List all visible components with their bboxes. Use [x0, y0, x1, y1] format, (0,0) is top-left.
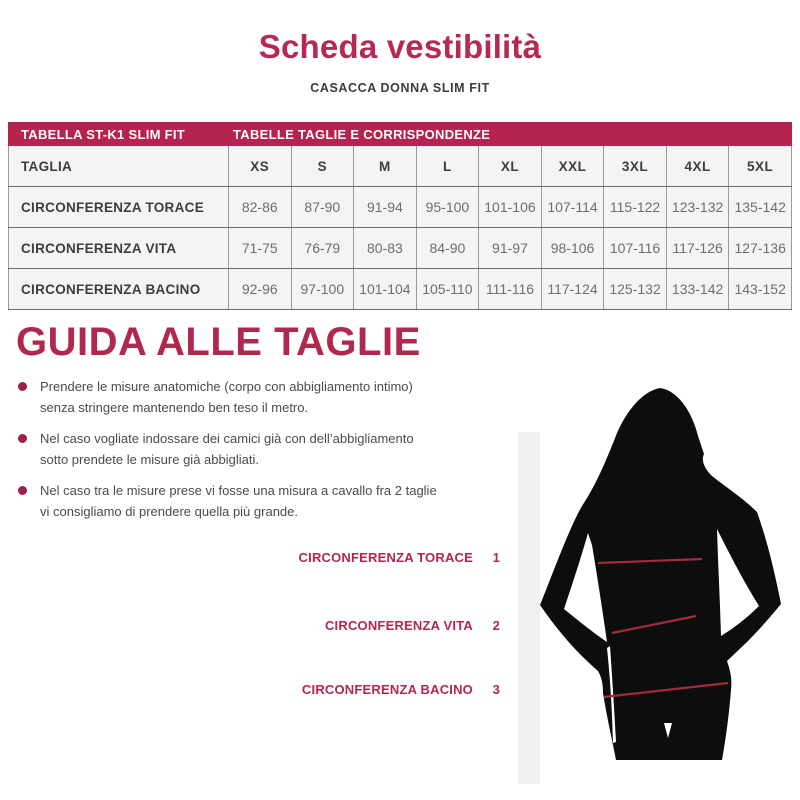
- value-cell: 107-114: [541, 187, 604, 228]
- value-cell: 95-100: [416, 187, 479, 228]
- row-label-cell: CIRCONFERENZA BACINO: [9, 269, 229, 310]
- value-cell: 107-116: [604, 228, 667, 269]
- measure-label: CIRCONFERENZA BACINO: [301, 682, 473, 697]
- woman-silhouette-figure: [518, 385, 788, 795]
- taglia-label-cell: TAGLIA: [9, 146, 229, 187]
- value-cell: 117-126: [666, 228, 729, 269]
- value-cell: 117-124: [541, 269, 604, 310]
- size-header-cell: XS: [229, 146, 292, 187]
- bullet-line: sotto prendete le misure già abbigliati.: [40, 451, 259, 467]
- bullet-line: senza stringere mantenendo ben teso il metro.: [40, 399, 309, 415]
- row-label-cell: CIRCONFERENZA VITA: [9, 228, 229, 269]
- size-table: [8, 122, 792, 310]
- value-cell: 101-106: [479, 187, 542, 228]
- list-item: [16, 377, 494, 418]
- value-cell: 97-100: [291, 269, 354, 310]
- bullet-text: [40, 481, 437, 522]
- size-header-cell: 4XL: [666, 146, 729, 187]
- bullet-line: Nel caso tra le misure prese vi fosse una misura a cavallo fra 2 taglie: [40, 483, 437, 498]
- size-table-header-row: [9, 123, 792, 146]
- table-row-sizes: [9, 146, 792, 187]
- bullet-icon: [18, 486, 27, 495]
- list-item: [16, 481, 494, 522]
- bullet-icon: [18, 382, 27, 391]
- value-cell: 76-79: [291, 228, 354, 269]
- size-header-cell: M: [354, 146, 417, 187]
- value-cell: 133-142: [666, 269, 729, 310]
- value-cell: 111-116: [479, 269, 542, 310]
- size-header-cell: XXL: [541, 146, 604, 187]
- woman-silhouette: [540, 388, 781, 760]
- measure-number: 3: [492, 682, 500, 697]
- size-header-cell: L: [416, 146, 479, 187]
- value-cell: 135-142: [729, 187, 792, 228]
- value-cell: 123-132: [666, 187, 729, 228]
- size-header-cell: 5XL: [729, 146, 792, 187]
- bullet-icon: [18, 434, 27, 443]
- page-subtitle: CASACCA DONNA SLIM FIT: [310, 81, 490, 95]
- page-header: [0, 28, 800, 95]
- value-cell: 101-104: [354, 269, 417, 310]
- bullet-line: vi consigliamo di prendere quella più grande.: [40, 503, 298, 519]
- measure-number: 2: [492, 618, 500, 633]
- measure-legend-torace: [280, 550, 500, 565]
- table-title-cell: TABELLA ST-K1 SLIM FIT: [9, 123, 229, 146]
- size-header-cell: 3XL: [604, 146, 667, 187]
- table-row-vita: [9, 228, 792, 269]
- row-label-cell: CIRCONFERENZA TORACE: [9, 187, 229, 228]
- measure-label: CIRCONFERENZA TORACE: [298, 550, 473, 565]
- size-header-cell: S: [291, 146, 354, 187]
- value-cell: 84-90: [416, 228, 479, 269]
- measure-label: CIRCONFERENZA VITA: [324, 618, 473, 633]
- value-cell: 143-152: [729, 269, 792, 310]
- value-cell: 71-75: [229, 228, 292, 269]
- value-cell: 105-110: [416, 269, 479, 310]
- value-cell: 127-136: [729, 228, 792, 269]
- list-item: [16, 429, 494, 470]
- page-title: Scheda vestibilità: [258, 28, 542, 65]
- value-cell: 125-132: [604, 269, 667, 310]
- value-cell: 82-86: [229, 187, 292, 228]
- value-cell: 91-94: [354, 187, 417, 228]
- measure-legend-bacino: [280, 682, 500, 697]
- guide-heading: GUIDA ALLE TAGLIE: [16, 320, 421, 364]
- bullet-line: Nel caso vogliate indossare dei camici già con dell’abbigliamento: [40, 431, 414, 446]
- bullet-line: Prendere le misure anatomiche (corpo con abbigliamento intimo): [40, 379, 413, 394]
- value-cell: 92-96: [229, 269, 292, 310]
- size-header-cell: XL: [479, 146, 542, 187]
- value-cell: 115-122: [604, 187, 667, 228]
- value-cell: 91-97: [479, 228, 542, 269]
- table-row-torace: [9, 187, 792, 228]
- value-cell: 80-83: [354, 228, 417, 269]
- bullet-text: [40, 429, 414, 470]
- value-cell: 87-90: [291, 187, 354, 228]
- table-row-bacino: [9, 269, 792, 310]
- value-cell: 98-106: [541, 228, 604, 269]
- bullet-text: [40, 377, 413, 418]
- measure-number: 1: [492, 550, 500, 565]
- table-subtitle-cell: TABELLE TAGLIE E CORRISPONDENZE: [229, 123, 792, 146]
- measure-legend-vita: [280, 618, 500, 633]
- guide-bullet-list: [16, 377, 494, 533]
